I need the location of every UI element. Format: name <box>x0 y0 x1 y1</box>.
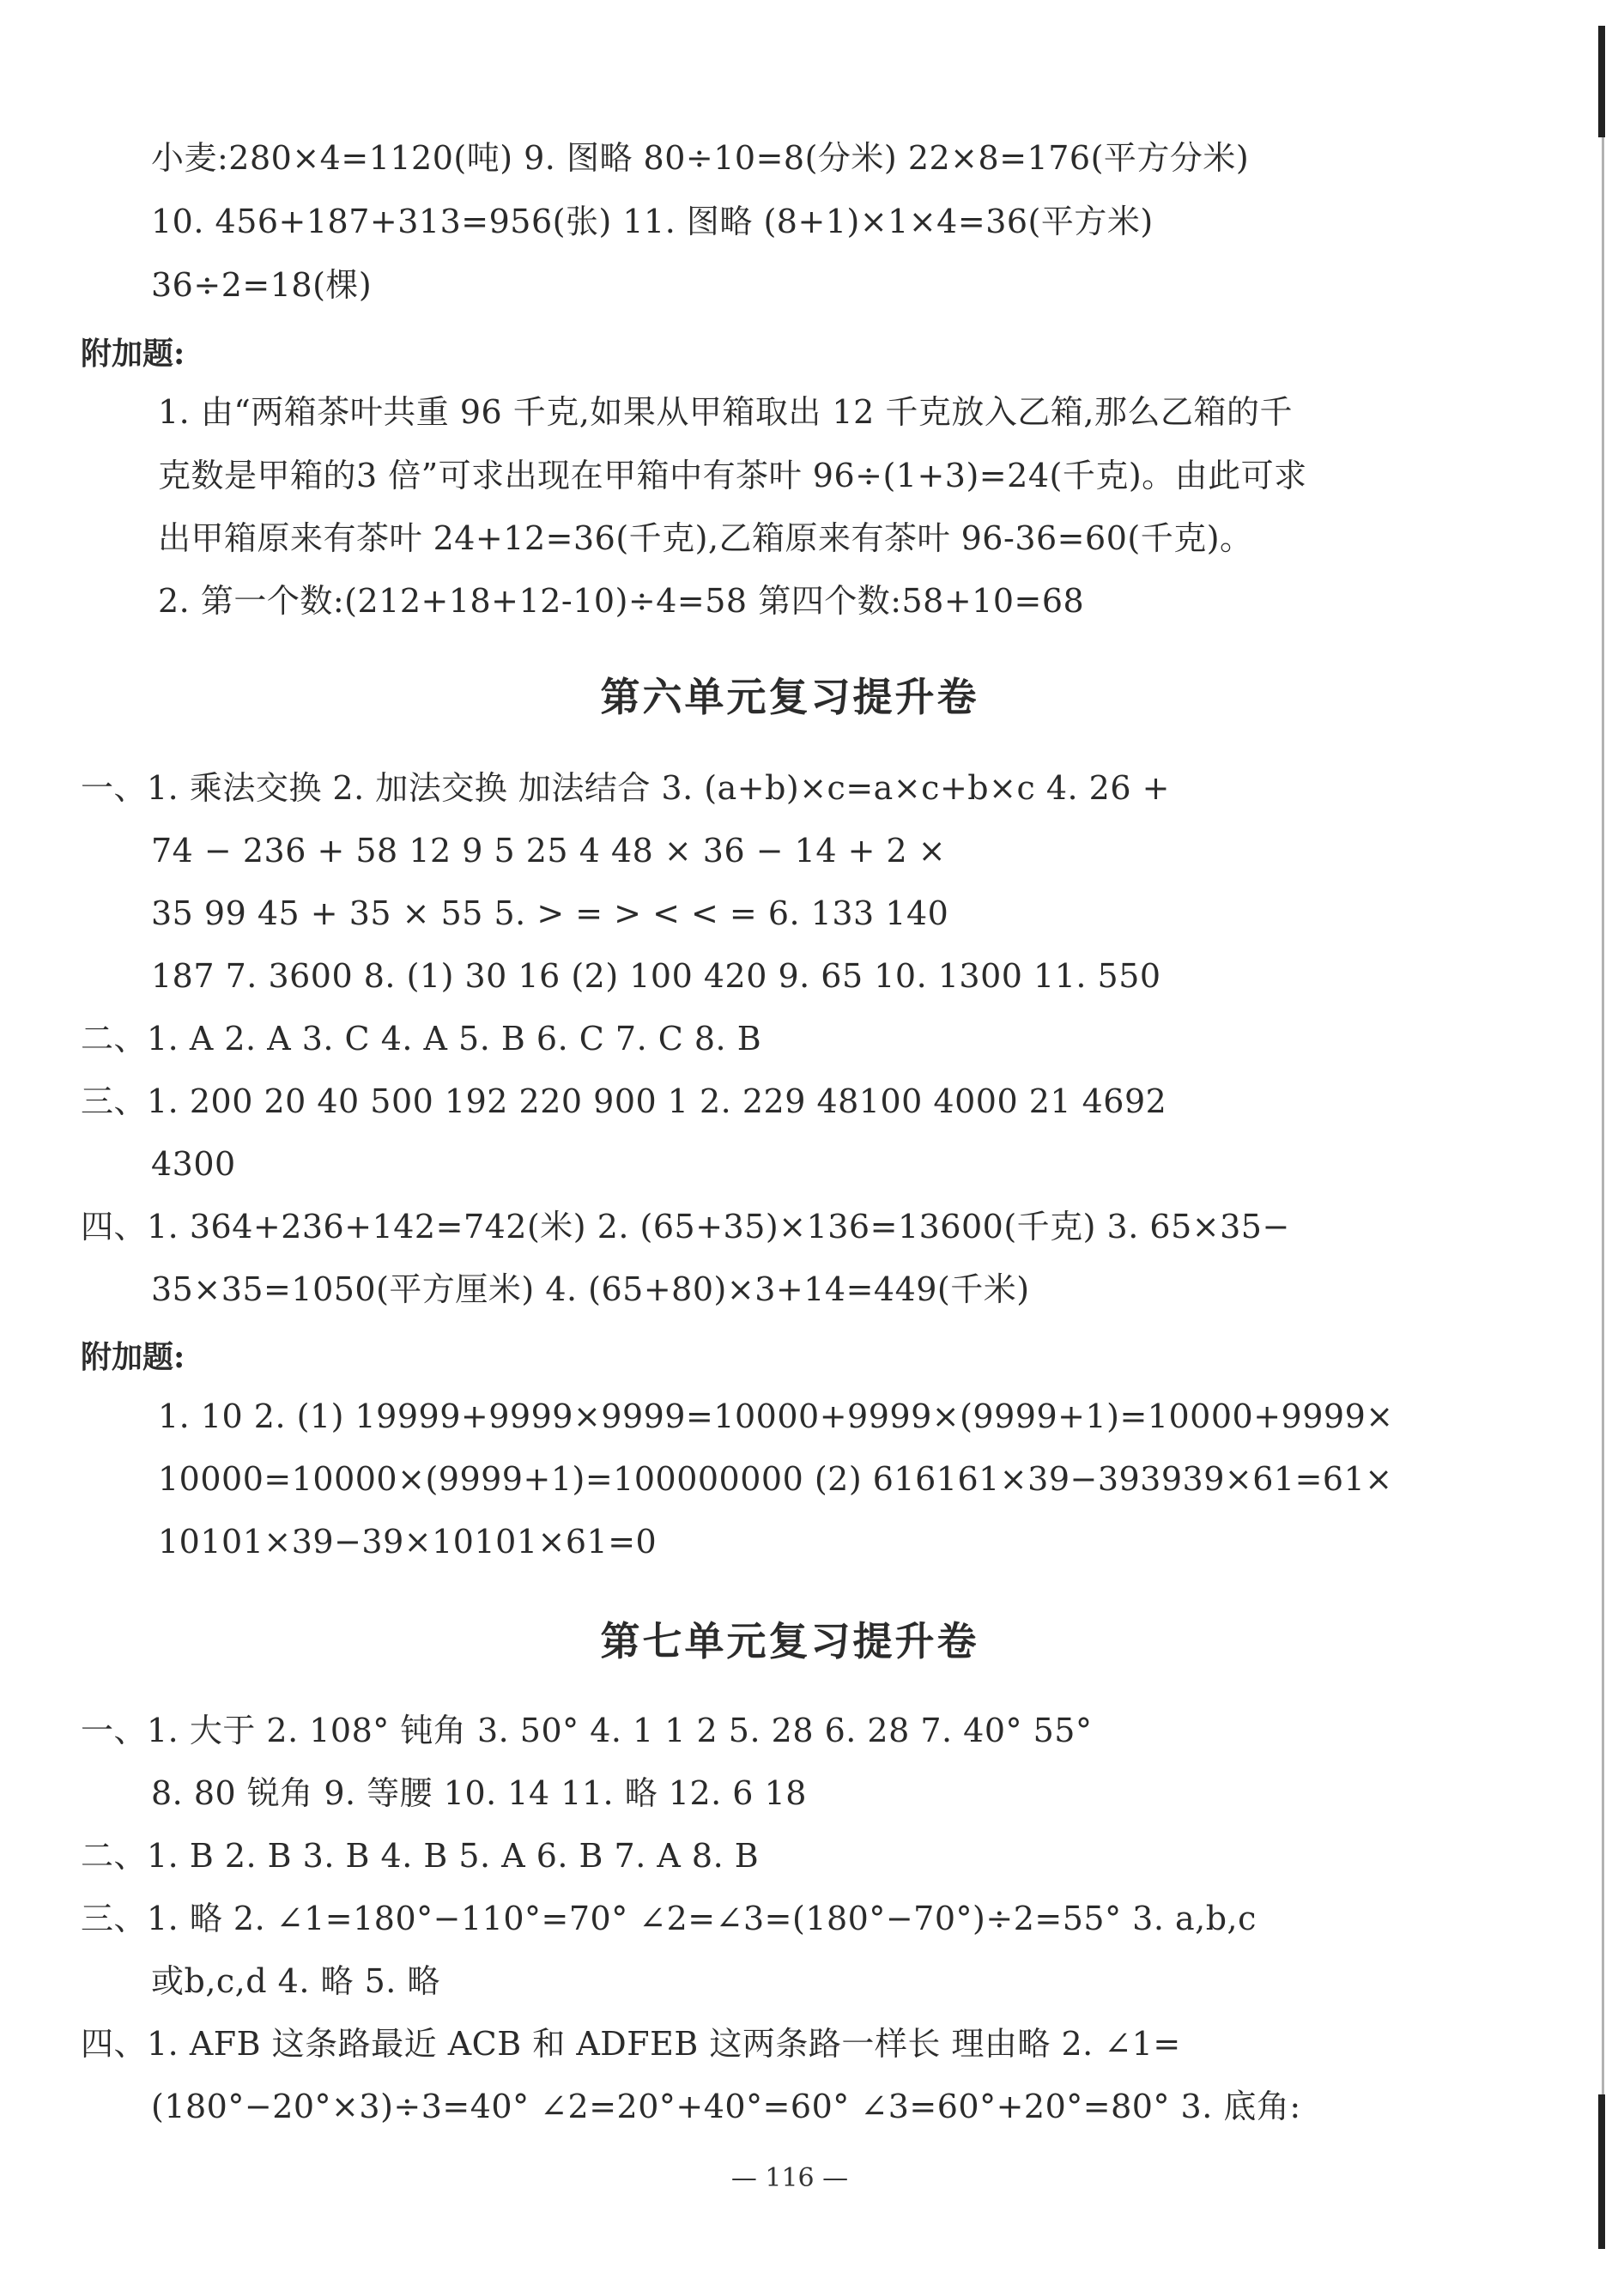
s6-p4-line-2: 35×35=1050(平方厘米) 4. (65+80)×3+14=449(千米) <box>151 1270 1030 1308</box>
s6-p1-line-3: 35 99 45 + 35 × 55 5. > = > < < = 6. 133 140 <box>151 894 949 932</box>
s7-p2-line: 二、1. B 2. B 3. B 4. B 5. A 6. B 7. A 8. B <box>81 1837 760 1875</box>
s7-p1-line-2: 8. 80 锐角 9. 等腰 10. 14 11. 略 12. 6 18 <box>151 1774 807 1812</box>
s7-p4-line-2: (180°−20°×3)÷3=40° ∠2=20°+40°=60° ∠3=60°+20°=80° 3. 底角: <box>151 2088 1301 2125</box>
s5-line-3: 36÷2=18(棵) <box>151 266 373 304</box>
s7-p1-line-1: 一、1. 大于 2. 108° 钝角 3. 50° 4. 1 1 2 5. 28 6. 28 7. 40° 55° <box>81 1712 1093 1749</box>
s6-extra-line-1: 1. 10 2. (1) 19999+9999×9999=10000+9999×(9999+1)=10000+9999× <box>158 1397 1394 1435</box>
s6-p4-line-1: 四、1. 364+236+142=742(米) 2. (65+35)×136=13600(千克) 3. 65×35− <box>81 1208 1290 1246</box>
s5-extra1-line-2: 克数是甲箱的3 倍”可求出现在甲箱中有茶叶 96÷(1+3)=24(千克)。由此可求 <box>158 457 1307 494</box>
s5-extra2-line: 2. 第一个数:(212+18+12-10)÷4=58 第四个数:58+10=68 <box>158 582 1085 620</box>
s6-p1-line-4: 187 7. 3600 8. (1) 30 16 (2) 100 420 9. 65 10. 1300 11. 550 <box>151 957 1161 995</box>
s6-p1-line-2: 74 − 236 + 58 12 9 5 25 4 48 × 36 − 14 + 2 × <box>151 832 947 870</box>
s5-line-1: 小麦:280×4=1120(吨) 9. 图略 80÷10=8(分米) 22×8=176(平方分米) <box>151 139 1250 177</box>
page-number: — 116 — <box>730 2163 849 2193</box>
s6-extra-line-2: 10000=10000×(9999+1)=100000000 (2) 616161×39−393939×61=61× <box>158 1460 1393 1498</box>
scan-edge-mark-bottom <box>1598 2094 1605 2249</box>
section-6-title: 第六单元复习提升卷 <box>600 674 979 720</box>
s7-p3-line-2: 或b,c,d 4. 略 5. 略 <box>151 1962 440 2000</box>
s7-p4-line-1: 四、1. AFB 这条路最近 ACB 和 ADFEB 这两条路一样长 理由略 2. ∠1= <box>81 2025 1181 2063</box>
scan-edge-mark-top <box>1598 26 1605 137</box>
s6-p3-line-2: 4300 <box>151 1145 236 1183</box>
s5-extra1-line-1: 1. 由“两箱茶叶共重 96 千克,如果从甲箱取出 12 千克放入乙箱,那么乙箱的千 <box>158 393 1293 431</box>
s6-p3-line-1: 三、1. 200 20 40 500 192 220 900 1 2. 229 48100 4000 21 4692 <box>81 1082 1167 1120</box>
s6-p1-line-1: 一、1. 乘法交换 2. 加法交换 加法结合 3. (a+b)×c=a×c+b×c 4. 26 + <box>81 769 1170 807</box>
s6-extra-label: 附加题: <box>81 1339 185 1375</box>
s5-line-2: 10. 456+187+313=956(张) 11. 图略 (8+1)×1×4=36(平方米) <box>151 203 1154 240</box>
s5-extra-label: 附加题: <box>81 336 185 372</box>
s5-extra1-line-3: 出甲箱原来有茶叶 24+12=36(千克),乙箱原来有茶叶 96-36=60(千克)。 <box>158 519 1253 557</box>
section-7-title: 第七单元复习提升卷 <box>600 1618 979 1664</box>
s6-extra-line-3: 10101×39−39×10101×61=0 <box>158 1523 657 1561</box>
s6-p2-line: 二、1. A 2. A 3. C 4. A 5. B 6. C 7. C 8. B <box>81 1020 762 1058</box>
scan-edge-line <box>1602 137 1604 2232</box>
s7-p3-line-1: 三、1. 略 2. ∠1=180°−110°=70° ∠2=∠3=(180°−70°)÷2=55° 3. a,b,c <box>81 1900 1257 1937</box>
